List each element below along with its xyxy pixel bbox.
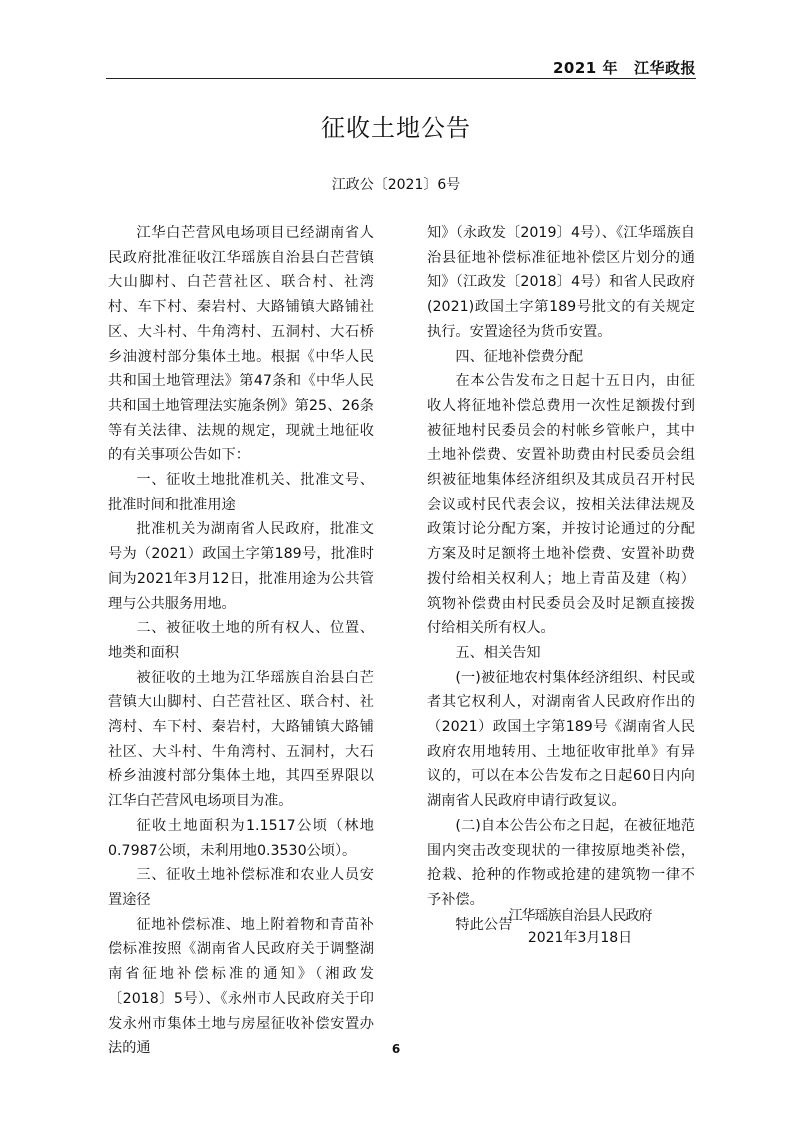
signature-org: 江华瑶族自治县人民政府 (508, 908, 652, 924)
page-number: 6 (391, 1042, 401, 1056)
header-publication: 江华政报 (633, 59, 696, 77)
section-heading-4: 四、征地补偿费分配 (455, 348, 584, 365)
paragraph-compensation-continued: 知》（永政发〔2019〕4号）、《江华瑶族自治县征地补偿标准征地补偿区片划分的通知》（江政发〔2018〕4号）和省人民政府(2021)政国土字第189号批文的有关规定执行。安置途径为货币安置。 (427, 225, 695, 340)
page-title: 征收土地公告 (321, 114, 471, 142)
section-heading-2: 二、被征收土地的所有权人、位置、地类和面积 (108, 620, 374, 661)
document-number: 江政公〔2021〕6号 (331, 177, 461, 193)
header-year: 2021 年 (553, 59, 618, 77)
closing-phrase: 特此公告 (455, 916, 513, 933)
signature-block (500, 905, 660, 949)
paragraph-approval: 批准机关为湖南省人民政府，批准文号为（2021）政国土字第189号，批准时间为2021年3月12日，批准用途为公共管理与公共服务用地。 (108, 521, 374, 612)
left-column (108, 221, 374, 1061)
paragraph-land-area: 征收土地面积为1.1517公顷（林地0.7987公顷，未利用地0.3530公顷）。 (108, 817, 374, 859)
signature-date: 2021年3月18日 (527, 930, 633, 946)
section-heading-5: 五、相关告知 (455, 644, 541, 661)
right-column (427, 221, 695, 937)
paragraph-land-location: 被征收的土地为江华瑶族自治县白芒营镇大山脚村、白芒营社区、联合村、社湾村、车下村、秦岩村，大路铺镇大路铺社区、大斗村、牛角湾村、五洞村，大石桥乡油渡村部分集体土地，其四至界限以江华白芒营风电场项目为准。 (108, 669, 374, 810)
header-right (553, 57, 696, 78)
paragraph-intro: 江华白芒营风电场项目已经湖南省人民政府批准征收江华瑶族自治县白芒营镇大山脚村、白芒营社区、联合村、社湾村、车下村、秦岩村、大路铺镇大路铺社区、大斗村、牛角湾村、五洞村、大石桥乡油渡村部分集体土地。根据《中华人民共和国土地管理法》第47条和《中华人民共和国土地管理法实施条例》第25、26条等有关法律、法规的规定，现就土地征收的有关事项公告如下： (108, 225, 374, 464)
section-heading-1: 一、征收土地批准机关、批准文号、批准时间和批准用途 (108, 472, 374, 513)
paragraph-compensation-standard: 征地补偿标准、地上附着物和青苗补偿标准按照《湖南省人民政府关于调整湖南省征地补偿标准的通知》（湘政发〔2018〕5号）、《永州市人民政府关于印发永州市集体土地与房屋征收补偿安置办法的通 (108, 916, 374, 1057)
paragraph-notice-1: (一)被征地农村集体经济组织、村民或者其它权利人，对湖南省人民政府作出的（2021）政国土字第189号《湖南省人民政府农用地转用、土地征收审批单》有异议的，可以在本公告发布之日起60日内向湖南省人民政府申请行政复议。 (427, 669, 695, 810)
paragraph-notice-2: (二)自本公告公布之日起，在被征地范围内突击改变现状的一律按原地类补偿，抢栽、抢种的作物或抢建的建筑物一律不予补偿。 (427, 817, 695, 908)
paragraph-fee-distribution: 在本公告发布之日起十五日内，由征收人将征地补偿总费用一次性足额拨付到被征地村民委员会的村帐乡管帐户，其中土地补偿费、安置补助费由村民委员会组织被征地集体经济组织及其成员召开村民会议或村民代表会议，按相关法律法规及政策讨论分配方案，并按讨论通过的分配方案及时足额将土地补偿费、安置补助费拨付给相关权利人；地上青苗及建（构）筑物补偿费由村民委员会及时足额直接拨付给相关所有权人。 (427, 373, 695, 637)
page-header (106, 52, 696, 79)
section-heading-3: 三、征收土地补偿标准和农业人员安置途径 (108, 867, 374, 908)
